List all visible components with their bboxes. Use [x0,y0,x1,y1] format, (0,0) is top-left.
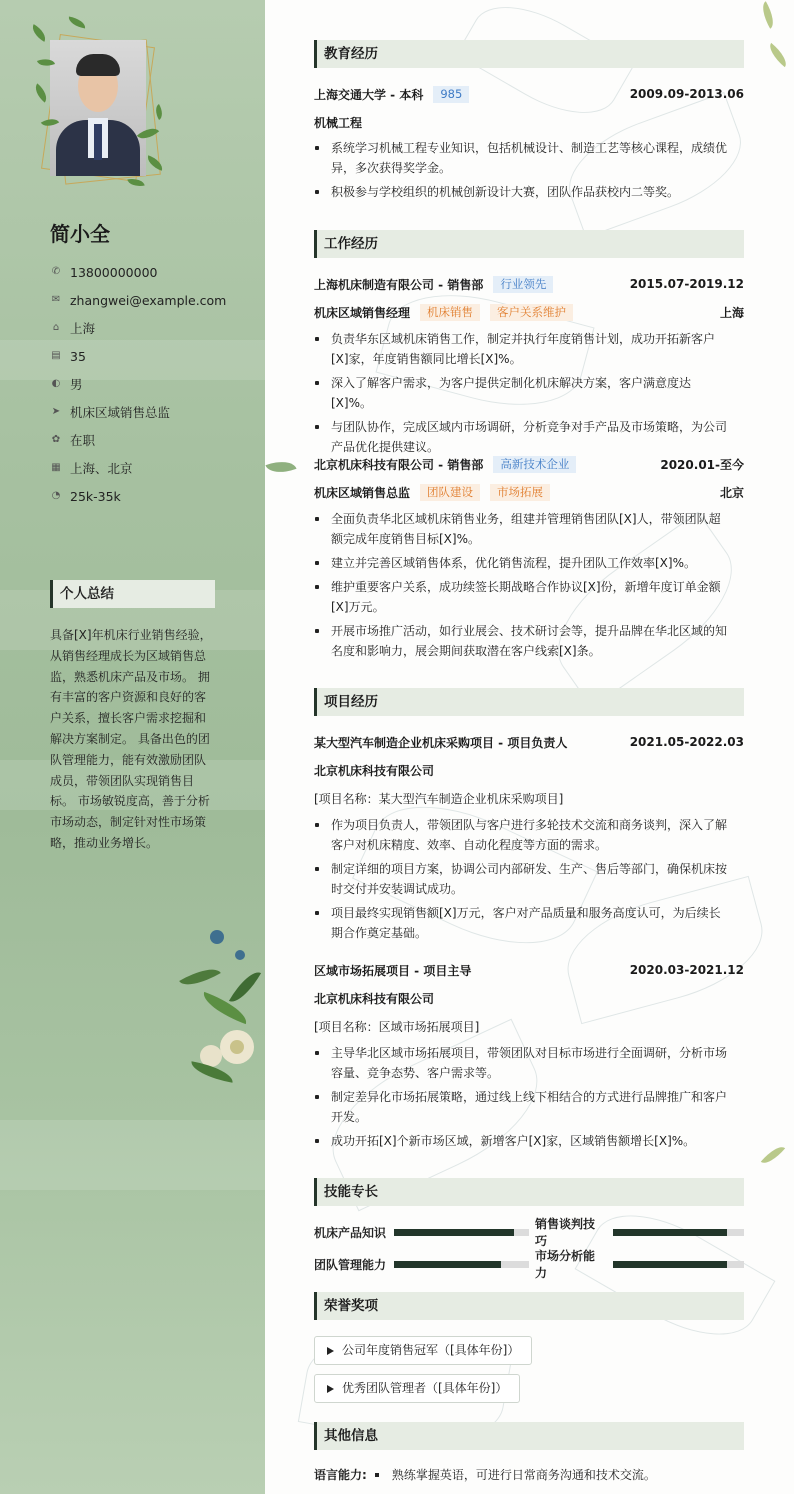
skill-name: 团队管理能力 [314,1257,387,1272]
skill-bar [613,1229,744,1236]
mail-icon: ✉ [51,294,61,305]
project-company: 北京机床科技有限公司 [314,763,435,778]
list-item: 深入了解客户需求，为客户提供定制化机床解决方案，客户满意度达[X]%。 [314,373,730,413]
job-period: 2020.01-至今 [660,457,744,472]
leaf-icon [757,1,779,29]
project-bullets [314,815,730,947]
project-company-row [314,988,744,1008]
project-label-row [314,1016,744,1036]
summary-text: 具备[X]年机床行业销售经验，从销售经理成长为区域销售总监，熟悉机床产品及市场。 拥有丰富的客户资源和良好的客户关系，擅长客户需求挖掘和解决方案制定。 具备出色的团队管理能力，能有效激励团队成员，带领团队实现销售目标。 市场敏锐度高，善于分析市场动态，制定针对性市场策略，推动业务增长。 [50,628,212,850]
sidebar [0,0,265,1494]
job-bullets [314,509,730,665]
candidate-name: 简小全 [50,222,110,246]
job-role: 机床区域销售总监 [314,485,411,500]
phone-icon: ✆ [51,266,61,277]
leaf-icon [765,43,791,67]
education-period: 2009.09-2013.06 [629,87,744,101]
job-company: 北京机床科技有限公司 - 销售部 [314,457,484,472]
projects-title: 项目经历 [314,688,744,716]
education-title: 教育经历 [314,40,744,68]
list-item: 制定差异化市场拓展策略，通过线上线下相结合的方式进行品牌推广和客户开发。 [314,1087,730,1127]
info-gender [50,370,250,398]
skill-item [314,1222,529,1242]
list-item: 成功开拓[X]个新市场区域，新增客户[X]家，区域销售额增长[X]%。 [314,1131,730,1151]
leaf-icon [31,83,51,102]
project-company: 北京机床科技有限公司 [314,991,435,1006]
leaf-icon [265,456,296,479]
skills-title: 技能专长 [314,1178,744,1206]
flower-decoration [180,930,265,1090]
project-label-row [314,788,744,808]
info-target-position [50,398,250,426]
skill-tag: 机床销售 [420,304,480,321]
project-period: 2021.05-2022.03 [629,735,744,749]
honor-text: 优秀团队管理者（[具体年份]） [342,1381,508,1395]
info-salary [50,482,250,510]
skill-item [314,1254,529,1274]
triangle-icon [327,1385,334,1393]
skill-fill [394,1261,501,1268]
job-city: 上海 [719,305,744,320]
salary-icon: ◔ [51,490,61,501]
project-name: 区域市场拓展项目 - 项目主导 [314,963,472,978]
status-icon: ✿ [51,434,61,445]
honor-item [314,1336,532,1365]
skill-bar [613,1261,744,1268]
profile-photo [50,40,146,176]
job-company: 上海机床制造有限公司 - 销售部 [314,277,484,292]
job-role-row [314,302,744,322]
language-label: 语言能力: [314,1468,367,1482]
triangle-icon [327,1347,334,1355]
school-name: 上海交通大学 - 本科 [314,87,424,102]
info-email [50,286,250,314]
education-bullets [314,138,730,206]
home-icon: ⌂ [52,322,60,333]
info-age [50,342,250,370]
project-header [314,960,744,980]
skill-bar [394,1229,529,1236]
skill-name: 机床产品知识 [314,1225,387,1240]
leaf-icon [761,1142,785,1168]
send-icon: ➤ [51,406,61,417]
info-text: 上海 [70,321,96,336]
skill-item [535,1217,744,1248]
project-bullets [314,1043,730,1155]
skill-tag: 客户关系维护 [490,304,573,321]
main-content [265,0,794,1494]
info-phone [50,258,250,286]
honor-item [314,1374,520,1403]
info-text: 35 [70,348,86,364]
skill-item [535,1249,744,1280]
summary-title: 个人总结 [50,580,215,608]
building-icon: ▦ [51,462,61,473]
job-header [314,454,744,474]
other-title: 其他信息 [314,1422,744,1450]
job-bullets [314,329,730,461]
company-tag: 高新技术企业 [493,456,576,473]
info-text: 25k-35k [70,488,121,504]
bullet-icon [375,1473,379,1477]
honor-text: 公司年度销售冠军（[具体年份]） [342,1343,520,1357]
cake-icon: ▤ [51,350,61,361]
language-text: 熟练掌握英语，可进行日常商务沟通和技术交流。 [391,1468,656,1482]
gender-icon: ◐ [51,378,61,389]
job-city: 北京 [719,485,744,500]
list-item: 开展市场推广活动，如行业展会、技术研讨会等，提升品牌在华北区域的知名度和影响力，展会期间获取潜在客户线索[X]条。 [314,621,730,661]
list-item: 项目最终实现销售额[X]万元，客户对产品质量和服务高度认可，为后续长期合作奠定基础。 [314,903,730,943]
school-tag: 985 [433,86,469,103]
skill-tag: 团队建设 [420,484,480,501]
work-title: 工作经历 [314,230,744,258]
job-header [314,274,744,294]
project-company-row [314,760,744,780]
leaf-icon [127,177,144,189]
leaf-icon [67,17,86,29]
list-item: 主导华北区域市场拓展项目，带领团队对目标市场进行全面调研，分析市场容量、竞争态势、客户需求等。 [314,1043,730,1083]
job-role: 机床区域销售经理 [314,305,411,320]
company-tag: 行业领先 [493,276,553,293]
info-status [50,426,250,454]
info-text: 13800000000 [70,264,158,280]
contact-info-list [50,258,250,510]
list-item: 作为项目负责人，带领团队与客户进行多轮技术交流和商务谈判，深入了解客户对机床精度、效率、自动化程度等方面的需求。 [314,815,730,855]
info-location [50,314,250,342]
education-header [314,84,744,104]
project-name: 某大型汽车制造企业机床采购项目 - 项目负责人 [314,735,568,750]
language-row [314,1466,656,1483]
education-major-row [314,112,744,132]
info-text: 上海、北京 [70,461,133,476]
info-text: 在职 [70,433,96,448]
skill-bar [394,1261,529,1268]
list-item: 与团队协作，完成区域内市场调研，分析竞争对手产品及市场策略，为公司产品优化提供建议。 [314,417,730,457]
skill-name: 市场分析能力 [535,1249,596,1280]
honors-title: 荣誉奖项 [314,1292,744,1320]
list-item: 制定详细的项目方案，协调公司内部研发、生产、售后等部门，确保机床按时交付并安装调试成功。 [314,859,730,899]
list-item: 负责华东区域机床销售工作，制定并执行年度销售计划，成功开拓新客户[X]家，年度销售额同比增长[X]%。 [314,329,730,369]
project-header [314,732,744,752]
list-item: 维护重要客户关系，成功续签长期战略合作协议[X]份，新增年度订单金额[X]万元。 [314,577,730,617]
leaf-icon [29,24,50,42]
skill-name: 销售谈判技巧 [535,1217,596,1248]
skill-fill [613,1261,727,1268]
list-item: 系统学习机械工程专业知识，包括机械设计、制造工艺等核心课程，成绩优异，多次获得奖学金。 [314,138,730,178]
list-item: 建立并完善区域销售体系，优化销售流程，提升团队工作效率[X]%。 [314,553,730,573]
project-label: [项目名称：某大型汽车制造企业机床采购项目] [314,791,564,806]
info-target-city [50,454,250,482]
skill-tag: 市场拓展 [490,484,550,501]
info-text: zhangwei@example.com [70,292,227,308]
list-item: 积极参与学校组织的机械创新设计大赛，团队作品获校内二等奖。 [314,182,730,202]
job-role-row [314,482,744,502]
job-period: 2015.07-2019.12 [629,277,744,291]
project-label: [项目名称：区域市场拓展项目] [314,1019,480,1034]
decor-wash [0,1120,265,1190]
project-period: 2020.03-2021.12 [629,963,744,977]
info-text: 机床区域销售总监 [70,405,171,420]
list-item: 全面负责华北区域机床销售业务，组建并管理销售团队[X]人，带领团队超额完成年度销售目标[X]%。 [314,509,730,549]
skill-fill [394,1229,514,1236]
major: 机械工程 [314,115,363,130]
avatar [28,18,168,198]
info-text: 男 [70,377,83,392]
skill-fill [613,1229,727,1236]
